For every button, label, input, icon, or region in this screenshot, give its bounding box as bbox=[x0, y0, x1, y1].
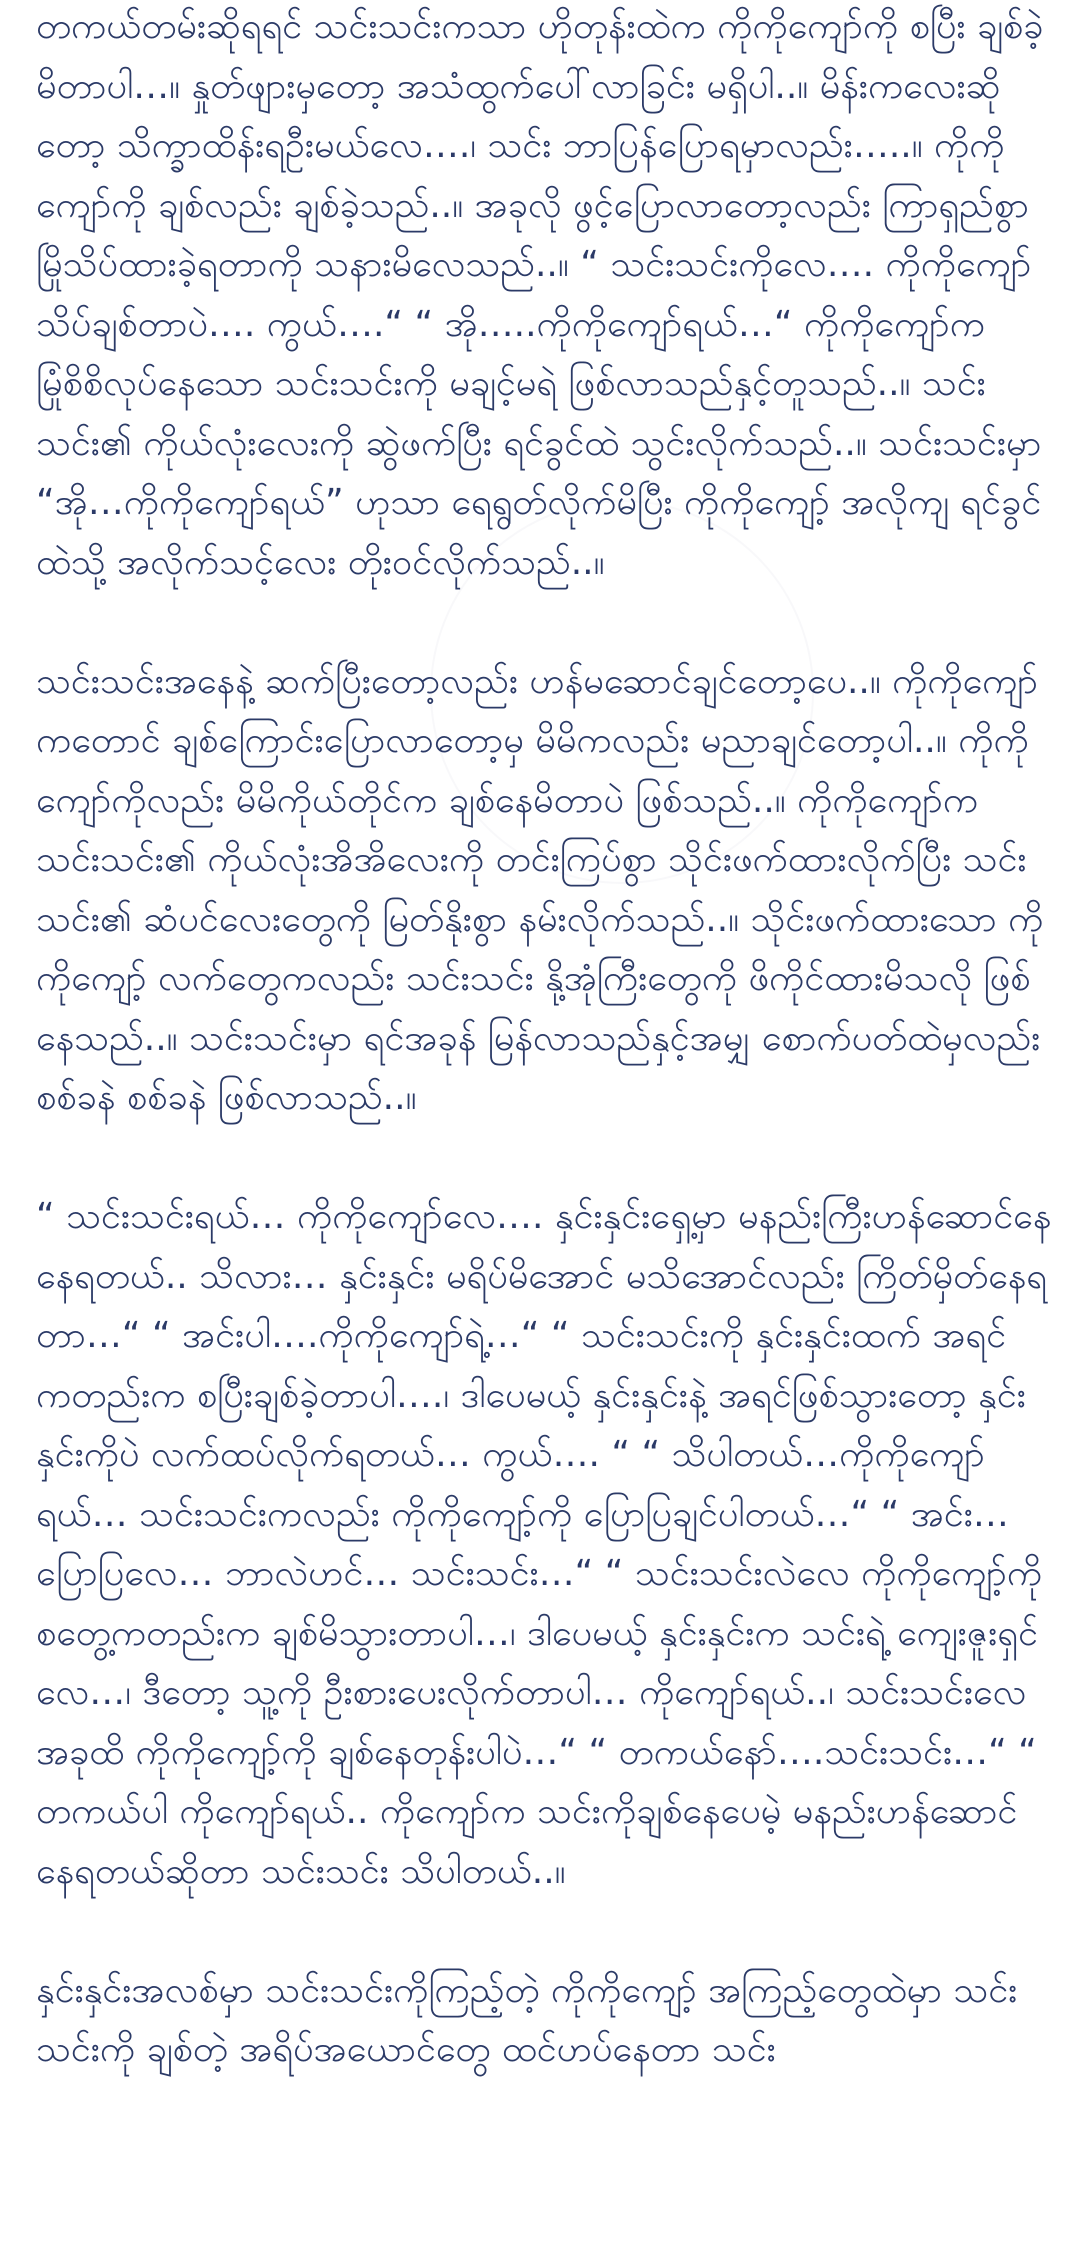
article-body bbox=[36, 0, 1052, 2139]
article-paragraph: တကယ်တမ်းဆိုရရင် သင်းသင်းကသာ ဟိုတုန်းထဲက ကိုကိုကျော်ကို စပြီး ချစ်ခဲ့မိတာပါ…။ နှုတ်ဖျားမှတော့ အသံထွက်ပေါ်လာခြင်း မရှိပါ..။ မိန်းကလေးဆိုတော့ သိက္ခာထိန်းရဦးမယ်လေ….၊ သင်း ဘာပြန်ပြောရမှာလည်း…..။ ကိုကိုကျော်ကို ချစ်လည်း ချစ်ခဲ့သည်..။ အခုလို ဖွင့်ပြောလာတော့လည်း ကြာရှည်စွာ မြိုသိပ်ထားခဲ့ရတာကို သနားမိလေသည်..။ “ သင်းသင်းကိုလေ…. ကိုကိုကျော် သိပ်ချစ်တာပဲ…. ကွယ်….“ “ အို…..ကိုကိုကျော်ရယ်…“ ကိုကိုကျော်က မြုံစိစိလုပ်နေသော သင်းသင်းကို မချင့်မရဲ ဖြစ်လာသည်နှင့်တူသည်..။ သင်းသင်း၏ ကိုယ်လုံးလေးကို ဆွဲဖက်ပြီး ရင်ခွင်ထဲ သွင်းလိုက်သည်..။ သင်းသင်းမှာ “အို…ကိုကိုကျော်ရယ်” ဟုသာ ရေရွတ်လိုက်မိပြီး ကိုကိုကျော့် အလိုကျ ရင်ခွင်ထဲသို့ အလိုက်သင့်လေး တိုးဝင်လိုက်သည်..။ bbox=[36, 6, 1044, 583]
article-paragraph: သင်းသင်းအနေနဲ့ ဆက်ပြီးတော့လည်း ဟန်မဆောင်ချင်တော့ပေ..။ ကိုကိုကျော်ကတောင် ချစ်ကြောင်းပြောလာတော့မှ မိမိကလည်း မညာချင်တော့ပါ..။ ကိုကိုကျော်ကိုလည်း မိမိကိုယ်တိုင်က ချစ်နေမိတာပဲ ဖြစ်သည်..။ ကိုကိုကျော်က သင်းသင်း၏ ကိုယ်လုံးအိအိလေးကို တင်းကြပ်စွာ သိုင်းဖက်ထားလိုက်ပြီး သင်းသင်း၏ ဆံပင်လေးတွေကို မြတ်နိုးစွာ နမ်းလိုက်သည်..။ သိုင်းဖက်ထားသော ကိုကိုကျော့် လက်တွေကလည်း သင်းသင်း နို့အုံကြီးတွေကို ဖိကိုင်ထားမိသလို ဖြစ်နေသည်..။ သင်းသင်းမှာ ရင်အခုန် မြန်လာသည်နှင့်အမျှ စောက်ပတ်ထဲမှလည်း စစ်ခနဲ စစ်ခနဲ ဖြစ်လာသည်..။ bbox=[36, 660, 1044, 1118]
article-paragraph: “ သင်းသင်းရယ်… ကိုကိုကျော်လေ…. နှင်းနှင်းရှေ့မှာ မနည်းကြီးဟန်ဆောင်နေ နေရတယ်.. သိလား… နှင်းနှင်း မရိပ်မိအောင် မသိအောင်လည်း ကြိတ်မှိတ်နေရတာ…“ “ အင်းပါ….ကိုကိုကျော်ရဲ့…“ “ သင်းသင်းကို နှင်းနှင်းထက် အရင်ကတည်းက စပြီးချစ်ခဲ့တာပါ….၊ ဒါပေမယ့် နှင်းနှင်းနဲ့ အရင်ဖြစ်သွားတော့ နှင်းနှင်းကိုပဲ လက်ထပ်လိုက်ရတယ်… ကွယ်…. “ “ သိပါတယ်…ကိုကိုကျော်ရယ်… သင်းသင်းကလည်း ကိုကိုကျော့်ကို ပြောပြချင်ပါတယ်…“ “ အင်း… ပြောပြလေ… ဘာလဲဟင်… သင်းသင်း…“ “ သင်းသင်းလဲလေ ကိုကိုကျော့်ကို စတွေ့ကတည်းက ချစ်မိသွားတာပါ…၊ ဒါပေမယ့် နှင်းနှင်းက သင်းရဲ့ ကျေးဇူးရှင်လေ…၊ ဒီတော့ သူ့ကို ဦးစားပေးလိုက်တာပါ… ကိုကျော်ရယ်..၊ သင်းသင်းလေ အခုထိ ကိုကိုကျော့်ကို ချစ်နေတုန်းပါပဲ…“ “ တကယ်နော်….သင်းသင်း…“ “ တကယ်ပါ ကိုကျော်ရယ်.. ကိုကျော်က သင်းကိုချစ်နေပေမဲ့ မနည်းဟန်ဆောင်နေရတယ်ဆိုတာ သင်းသင်း သိပါတယ်..။ bbox=[36, 1196, 1052, 1892]
article-paragraph: နှင်းနှင်းအလစ်မှာ သင်းသင်းကိုကြည့်တဲ့ ကိုကိုကျော့် အကြည့်တွေထဲမှာ သင်းသင်းကို ချစ်တဲ့ အရိပ်အယောင်တွေ ထင်ဟပ်နေတာ သင်း bbox=[36, 1969, 1018, 2070]
